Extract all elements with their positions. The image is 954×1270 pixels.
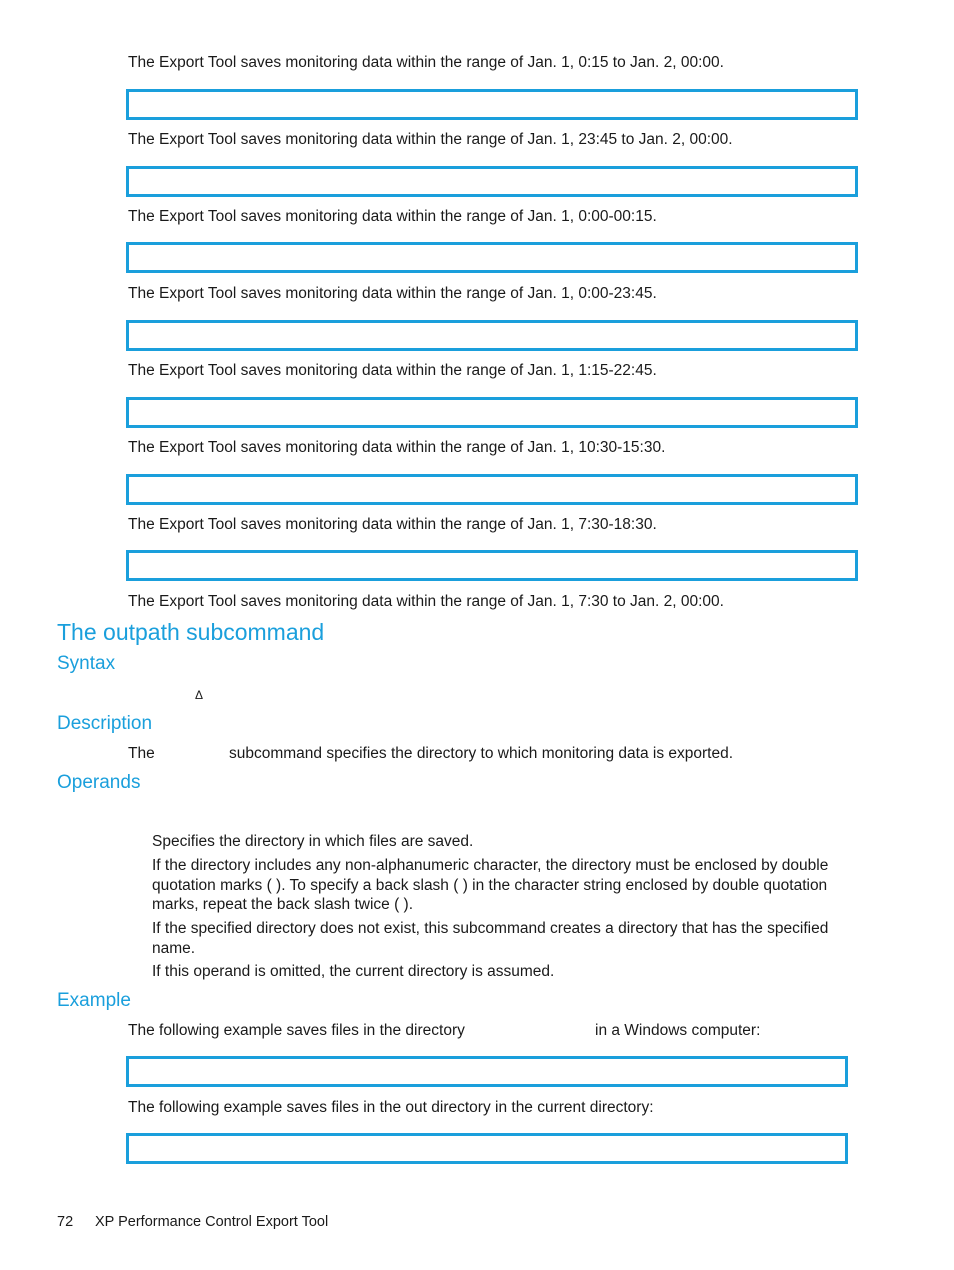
example-code-box-2 xyxy=(126,1133,848,1164)
operand-paragraph-4: If this operand is omitted, the current directory is assumed. xyxy=(152,963,555,980)
syntax-delta-symbol: Δ xyxy=(195,688,204,702)
description-the: The xyxy=(128,745,155,762)
page-number: 72 xyxy=(57,1214,74,1230)
operand-paragraph-2: If the directory includes any non-alphanumeric character, the directory must be enclosed by double quotation marks ( ). To specify a back slash ( ) in the character string enclosed by double quotation marks, repeat the back slash twice ( ). xyxy=(152,857,829,913)
operand-paragraph-1: Specifies the directory in which files are saved. xyxy=(152,833,474,850)
code-box-2 xyxy=(126,166,858,197)
operand-paragraph-3: If the specified directory does not exist, this subcommand creates a directory that has the specified name. xyxy=(152,920,829,957)
range-line-6: The Export Tool saves monitoring data within the range of Jan. 1, 10:30-15:30. xyxy=(128,439,666,456)
footer-title: XP Performance Control Export Tool xyxy=(95,1214,329,1230)
range-line-8: The Export Tool saves monitoring data within the range of Jan. 1, 7:30 to Jan. 2, 00:00. xyxy=(128,593,724,610)
description-text: subcommand specifies the directory to which monitoring data is exported. xyxy=(229,745,733,762)
code-box-5 xyxy=(126,397,858,428)
section-title: The outpath subcommand xyxy=(57,619,325,645)
range-line-7: The Export Tool saves monitoring data within the range of Jan. 1, 7:30-18:30. xyxy=(128,516,657,533)
code-box-7 xyxy=(126,550,858,581)
code-box-6 xyxy=(126,474,858,505)
code-box-1 xyxy=(126,89,858,120)
range-line-4: The Export Tool saves monitoring data within the range of Jan. 1, 0:00-23:45. xyxy=(128,285,657,302)
syntax-heading: Syntax xyxy=(57,653,116,674)
example-1-text-after: in a Windows computer: xyxy=(595,1022,761,1039)
example-code-box-1 xyxy=(126,1056,848,1087)
range-line-3: The Export Tool saves monitoring data within the range of Jan. 1, 0:00-00:15. xyxy=(128,208,657,225)
range-line-5: The Export Tool saves monitoring data within the range of Jan. 1, 1:15-22:45. xyxy=(128,362,657,379)
range-line-2: The Export Tool saves monitoring data within the range of Jan. 1, 23:45 to Jan. 2, 00:00. xyxy=(128,131,733,148)
description-heading: Description xyxy=(57,713,153,734)
example-1-text-before: The following example saves files in the directory xyxy=(128,1022,465,1039)
code-box-4 xyxy=(126,320,858,351)
operands-heading: Operands xyxy=(57,772,141,793)
code-box-3 xyxy=(126,242,858,273)
example-heading: Example xyxy=(57,990,131,1011)
range-line-1: The Export Tool saves monitoring data within the range of Jan. 1, 0:15 to Jan. 2, 00:00. xyxy=(128,54,724,71)
example-2-text: The following example saves files in the out directory in the current directory: xyxy=(128,1099,654,1116)
